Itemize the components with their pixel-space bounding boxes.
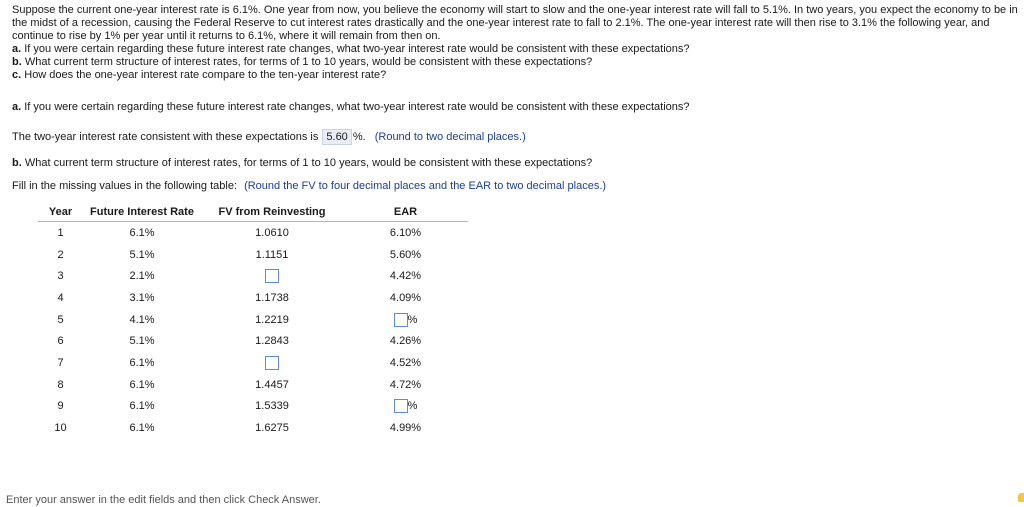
part-b-text: What current term structure of interest rates, for terms of 1 to 10 years, would be consistent with these expectations?: [24, 56, 593, 68]
help-tab[interactable]: [1018, 493, 1024, 502]
year-cell: 6: [57, 335, 64, 348]
table-row: [38, 265, 468, 287]
footer-instruction: Enter your answer in the edit fields and then click Check Answer.: [6, 494, 321, 506]
year-cell: 1: [57, 226, 64, 239]
percent-sign: %: [407, 313, 418, 326]
table-row: [38, 309, 468, 331]
rate-cell: 2.1%: [129, 270, 155, 283]
rate-cell: 6.1%: [129, 400, 155, 413]
problem-intro: Suppose the current one-year interest rate is 6.1%. One year from now, you believe the economy will start to slow and the one-year interest rate will fall to 5.1%. In two years, you expect the economy to be in the midst of a recession, causing the Federal Reserve to cut interest rates drastically and the one-year interest rate to fall to 2.1%. The one-year interest rate will then rise to 3.1% the following year, and continue to rise by 1% per year until it returns to 6.1%, where it will remain from then on.: [12, 4, 1018, 42]
part-a-question-text: If you were certain regarding these future interest rate changes, what two-year interest rate would be consistent with these expectations?: [24, 101, 690, 113]
ear-input[interactable]: [394, 313, 408, 327]
year-cell: 3: [57, 270, 64, 283]
fv-cell: 1.2219: [255, 313, 289, 326]
header-ear: EAR: [343, 203, 468, 222]
part-b-instruction: Fill in the missing values in the following table:: [12, 180, 238, 192]
problem-part-c: [12, 69, 1020, 82]
problem-part-b: [12, 56, 1020, 69]
table-row: [38, 352, 468, 374]
ear-input[interactable]: [394, 399, 408, 413]
fv-input[interactable]: [265, 356, 279, 370]
ear-cell: 4.99%: [389, 422, 422, 435]
year-cell: 10: [54, 422, 67, 435]
ear-cell: 6.10%: [389, 226, 422, 239]
problem-part-a: [12, 43, 1020, 56]
table-row: [38, 374, 468, 396]
year-cell: 4: [57, 291, 64, 304]
rate-cell: 6.1%: [129, 378, 155, 391]
part-a-answer-line: [12, 129, 526, 145]
part-a-hint: (Round to two decimal places.): [374, 131, 526, 143]
part-b-question-text: What current term structure of interest rates, for terms of 1 to 10 years, would be consistent with these expectations?: [24, 157, 593, 169]
ear-cell: 4.26%: [389, 335, 422, 348]
ear-cell: 4.72%: [389, 378, 422, 391]
ear-cell: [343, 396, 468, 418]
rate-cell: 6.1%: [129, 356, 155, 369]
term-structure-table: [38, 203, 468, 439]
table-row: [38, 417, 468, 439]
problem-statement: [12, 4, 1020, 82]
part-b-instruction-line: [12, 180, 606, 193]
table-body: [38, 222, 468, 439]
header-fv-from-reinvesting: FV from Reinvesting: [201, 203, 343, 222]
fv-cell: 1.4457: [255, 378, 289, 391]
year-cell: 9: [57, 400, 64, 413]
ear-cell: 4.09%: [389, 291, 422, 304]
two-year-rate-answer[interactable]: 5.60: [322, 129, 351, 145]
rate-cell: 5.1%: [129, 248, 155, 261]
part-a-answer-prefix: The two-year interest rate consistent with these expectations is: [12, 131, 319, 143]
header-future-interest-rate: Future Interest Rate: [83, 203, 201, 222]
rate-cell: 3.1%: [129, 291, 155, 304]
part-a-text: If you were certain regarding these future interest rate changes, what two-year interest rate would be consistent with these expectations?: [24, 43, 690, 55]
rate-cell: 4.1%: [129, 313, 155, 326]
part-c-text: How does the one-year interest rate compare to the ten-year interest rate?: [24, 69, 387, 81]
table-row: [38, 330, 468, 352]
header-year: Year: [38, 203, 83, 222]
ear-cell: 5.60%: [389, 248, 422, 261]
part-b-question: [12, 157, 592, 170]
table-row: [38, 244, 468, 266]
ear-cell: 4.52%: [389, 356, 422, 369]
table-row: [38, 287, 468, 309]
fv-cell: [201, 352, 343, 374]
rate-cell: 6.1%: [129, 226, 155, 239]
fv-cell: 1.1151: [255, 248, 289, 261]
part-b-question-label: b.: [12, 157, 22, 169]
fv-cell: 1.5339: [255, 400, 289, 413]
table-row: [38, 222, 468, 244]
rate-cell: 6.1%: [129, 422, 155, 435]
fv-cell: [201, 265, 343, 287]
ear-cell: [343, 309, 468, 331]
fv-cell: 1.1738: [255, 291, 289, 304]
part-a-label: a.: [12, 43, 22, 55]
part-a-question: [12, 101, 690, 114]
rate-cell: 5.1%: [129, 335, 155, 348]
fv-cell: 1.2843: [255, 335, 289, 348]
fv-cell: 1.0610: [255, 226, 289, 239]
part-c-label: c.: [12, 69, 22, 81]
part-b-hint: (Round the FV to four decimal places and the EAR to two decimal places.): [244, 180, 607, 192]
fv-cell: 1.6275: [255, 422, 289, 435]
part-a-question-label: a.: [12, 101, 22, 113]
year-cell: 8: [57, 378, 64, 391]
year-cell: 5: [57, 313, 64, 326]
fv-input[interactable]: [265, 269, 279, 283]
part-a-answer-suffix: %.: [352, 131, 366, 143]
year-cell: 7: [57, 356, 64, 369]
part-b-label: b.: [12, 56, 22, 68]
percent-sign: %: [407, 400, 418, 413]
table-header-row: [38, 203, 468, 222]
table-row: [38, 396, 468, 418]
year-cell: 2: [57, 248, 64, 261]
ear-cell: 4.42%: [389, 270, 422, 283]
